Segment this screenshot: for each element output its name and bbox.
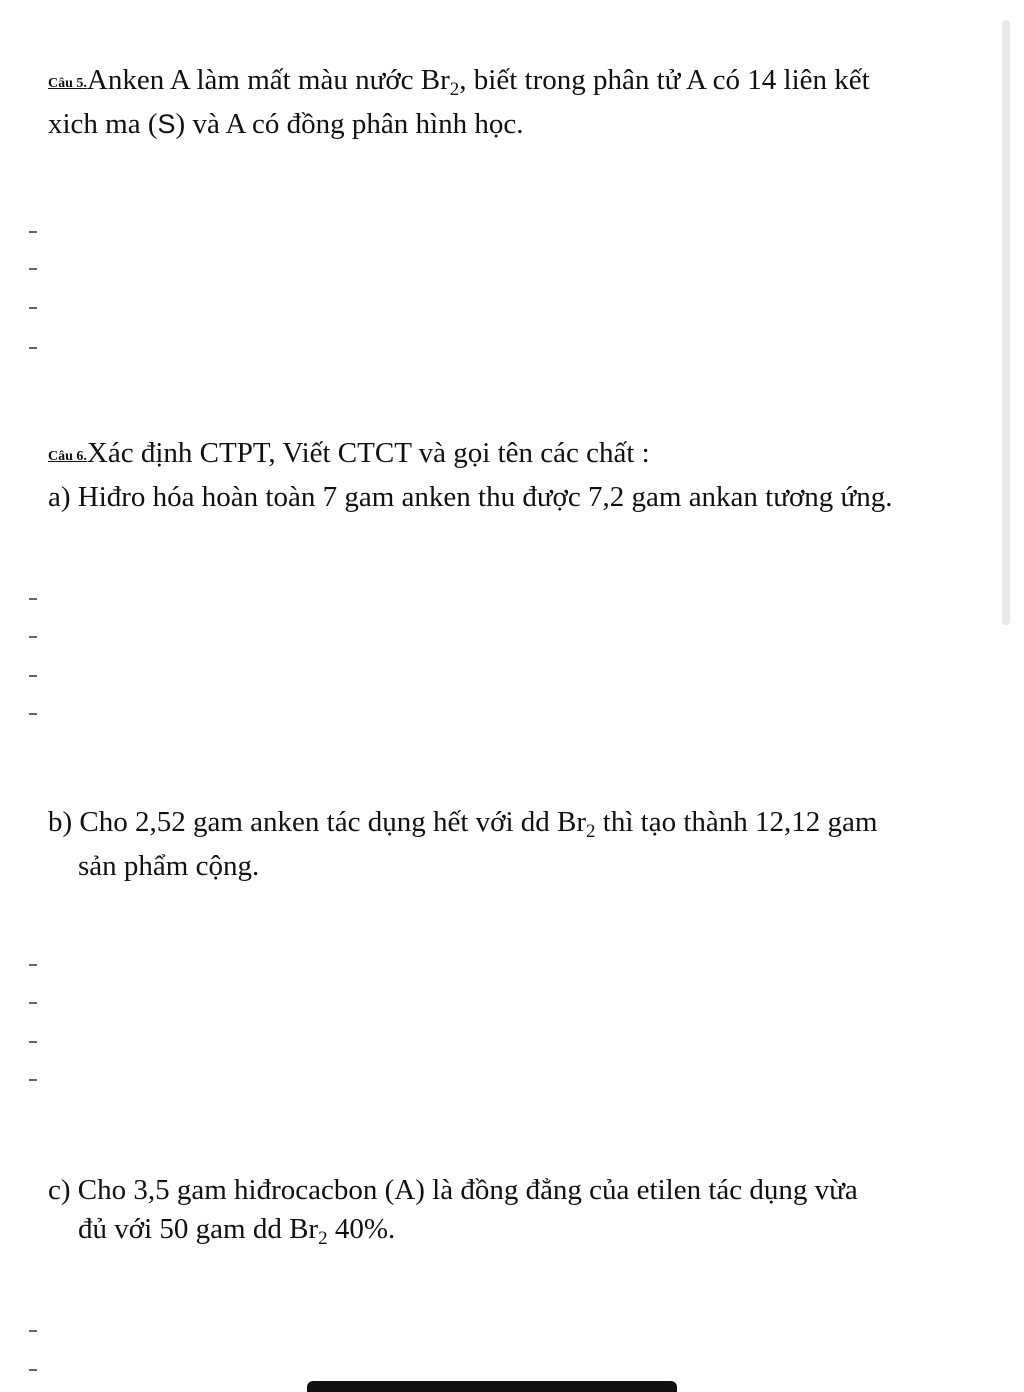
answer-line-dash [29, 1079, 37, 1081]
answer-line-dash [29, 1369, 37, 1371]
answer-line-dash [29, 1330, 37, 1332]
part-c-text-a: c) Cho 3,5 gam hiđrocacbon (A) là đồng đẳng của etilen tác dụng vừa [48, 1174, 858, 1206]
question-5-label: Câu 5. [48, 76, 87, 91]
answer-line-dash [29, 713, 37, 715]
question-5-text-c: xich ma ( [48, 108, 158, 140]
part-b-line-2 [78, 848, 259, 884]
part-b-text-c: sản phẩm cộng. [78, 850, 260, 882]
br2-subscript: 2 [318, 1228, 328, 1249]
answer-line-dash [29, 347, 37, 349]
answer-line-dash [29, 268, 37, 270]
answer-line-dash [29, 598, 37, 600]
question-5-text-b: , biết trong phân tử A có 14 liên kết [459, 64, 870, 96]
answer-line-dash [29, 675, 37, 677]
answer-line-dash [29, 307, 37, 309]
answer-line-dash [29, 636, 37, 638]
answer-line-dash [29, 964, 37, 966]
scrollbar[interactable] [1002, 20, 1010, 625]
part-c-line-2 [78, 1211, 395, 1247]
home-indicator[interactable] [307, 1381, 677, 1392]
question-6-intro: Xác định CTPT, Viết CTCT và gọi tên các chất : [86, 437, 650, 469]
part-b-line-1 [48, 804, 877, 840]
part-c-text-c: 40%. [327, 1213, 396, 1245]
answer-line-dash [29, 231, 37, 233]
br2-subscript: 2 [449, 79, 460, 100]
part-a [48, 479, 893, 515]
question-5-line-2 [48, 106, 523, 142]
question-5-line-1 [48, 62, 870, 102]
answer-line-dash [29, 1002, 37, 1004]
part-c-text-b: đủ với 50 gam dd Br [78, 1213, 319, 1245]
question-6-line-1 [48, 435, 650, 475]
question-5-text-a: Anken A làm mất màu nước Br [86, 64, 450, 96]
question-5-text-d: ) và A có đồng phân hình học. [175, 108, 524, 140]
part-b-text-a: b) Cho 2,52 gam anken tác dụng hết với dd Br [48, 806, 587, 838]
answer-line-dash [29, 1041, 37, 1043]
part-b-text-b: thì tạo thành 12,12 gam [595, 806, 878, 838]
part-c-line-1 [48, 1172, 858, 1208]
sigma-symbol: S [157, 109, 176, 139]
question-6-label: Câu 6. [48, 449, 87, 464]
br2-subscript: 2 [586, 821, 596, 842]
part-a-text: a) Hiđro hóa hoàn toàn 7 gam anken thu được 7,2 gam ankan tương ứng. [48, 481, 893, 513]
